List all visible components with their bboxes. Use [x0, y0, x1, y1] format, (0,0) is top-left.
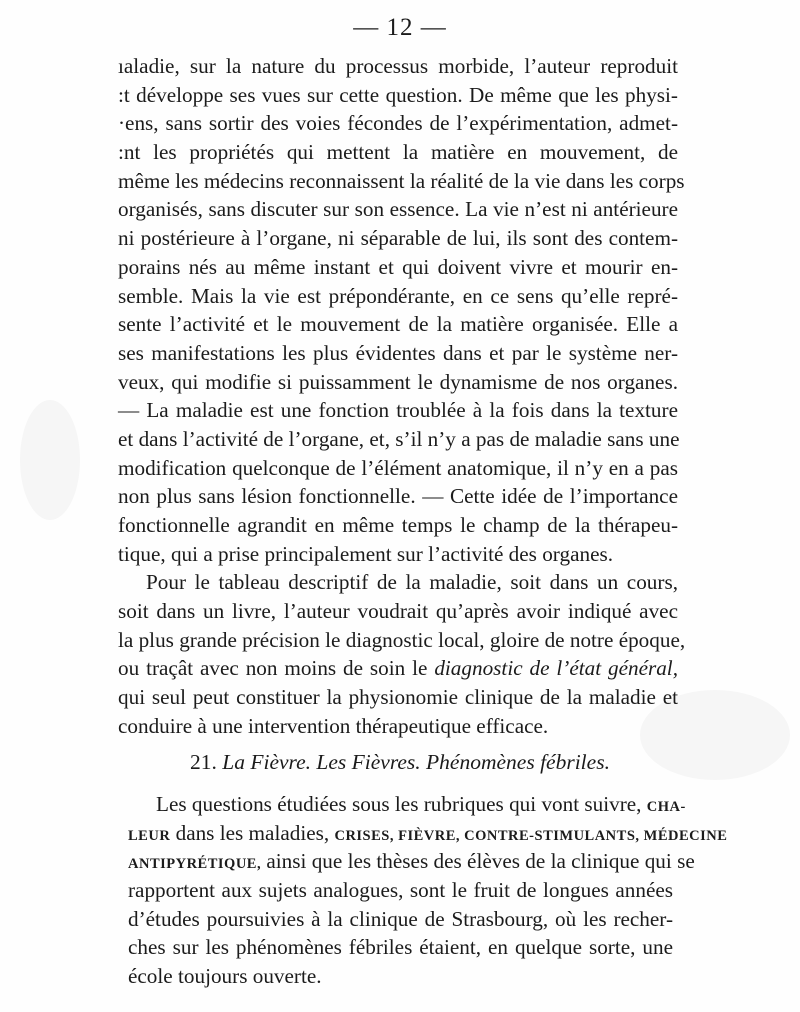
- text-line: école toujours ouverte.: [128, 964, 322, 989]
- text-line: d’études poursuivies à la clinique de Strasbourg, où les recher-: [128, 906, 673, 931]
- text-run: ainsi que les thèses des élèves de la clinique qui se: [261, 849, 695, 874]
- text-line: soit dans un livre, l’auteur voudrait qu’après avoir indiqué avec: [118, 599, 678, 624]
- text-run: dans les maladies,: [170, 820, 335, 845]
- text-line: :nt les propriétés qui mettent la matière en mouvement, de: [118, 140, 678, 165]
- text-line: et dans l’activité de l’organe, et, s’il n’y a pas de maladie sans une: [118, 426, 680, 451]
- text-line: qui seul peut constituer la physionomie clinique de la maladie et: [118, 685, 678, 710]
- text-line: — La maladie est une fonction troublée à la fois dans la texture: [118, 398, 678, 423]
- text-line: [128, 819, 728, 848]
- text-line: organisés, sans discuter sur son essence. La vie n’est ni antérieure: [118, 197, 678, 222]
- text-line: ses manifestations les plus évidentes dans et par le système ner-: [118, 340, 678, 365]
- text-line: [118, 654, 678, 683]
- text-line: rapportent aux sujets analogues, sont le fruit de longues années: [128, 878, 673, 903]
- small-caps-run: LEUR: [128, 827, 171, 844]
- text-line: tique, qui a prise principalement sur l’activité des organes.: [118, 541, 614, 566]
- text-line: :t développe ses vues sur cette question. De même que les physi-: [118, 82, 678, 107]
- page-number: — 12 —: [353, 14, 447, 41]
- section-heading: [190, 750, 610, 775]
- text-line: [128, 790, 686, 819]
- text-line: modification quelconque de l’élément anatomique, il n’y en a pas: [118, 455, 678, 480]
- text-run: Les questions étudiées sous les rubriques qui vont suivre,: [156, 792, 647, 816]
- text-line: Pour le tableau descriptif de la maladie, soit dans un cours,: [146, 570, 678, 595]
- text-run: ou traçât avec non moins de soin le: [118, 656, 435, 681]
- text-line: fonctionnelle agrandit en même temps le champ de la thérapeu-: [118, 513, 678, 537]
- text-line: non plus sans lésion fonctionnelle. — Cette idée de l’importance: [118, 484, 678, 509]
- text-line: ıaladie, sur la nature du processus morbide, l’auteur reproduit: [118, 54, 678, 78]
- text-line: [128, 847, 695, 876]
- section-title-text: La Fièvre. Les Fièvres. Phénomènes fébriles.: [222, 750, 610, 774]
- paragraph-1: [118, 52, 686, 741]
- section-number: 21.: [190, 750, 217, 774]
- text-line: la plus grande précision le diagnostic local, gloire de notre époque,: [118, 627, 686, 652]
- text-line: ni postérieure à l’organe, ni séparable de lui, ils sont des contem-: [118, 226, 678, 251]
- small-caps-run: ANTIPYRÉTIQUE,: [128, 856, 262, 873]
- text-line: conduire à une intervention thérapeutique efficace.: [118, 713, 549, 738]
- text-line: veux, qui modifie si puissamment le dynamisme de nos organes.: [118, 369, 678, 394]
- text-line: ches sur les phénomènes fébriles étaient, en quelque sorte, une: [128, 935, 673, 960]
- text-line: sente l’activité et le mouvement de la matière organisée. Elle a: [118, 312, 678, 337]
- text-line: semble. Mais la vie est prépondérante, en ce sens qu’elle repré-: [118, 283, 678, 308]
- paragraph-3: [128, 790, 728, 991]
- page-edge-shadow: [20, 400, 80, 520]
- italic-phrase: diagnostic de l’état général,: [434, 656, 678, 681]
- text-line: ·ens, sans sortir des voies fécondes de l’expérimentation, admet-: [118, 111, 678, 136]
- small-caps-run: CHA-: [646, 799, 686, 815]
- text-line: porains nés au même instant et qui doivent vivre et mourir en-: [118, 254, 678, 279]
- small-caps-run: CRISES, FIÈVRE, CONTRE-STIMULANTS, MÉDECINE: [334, 827, 728, 844]
- text-line: même les médecins reconnaissent la réalité de la vie dans les corps: [118, 168, 685, 193]
